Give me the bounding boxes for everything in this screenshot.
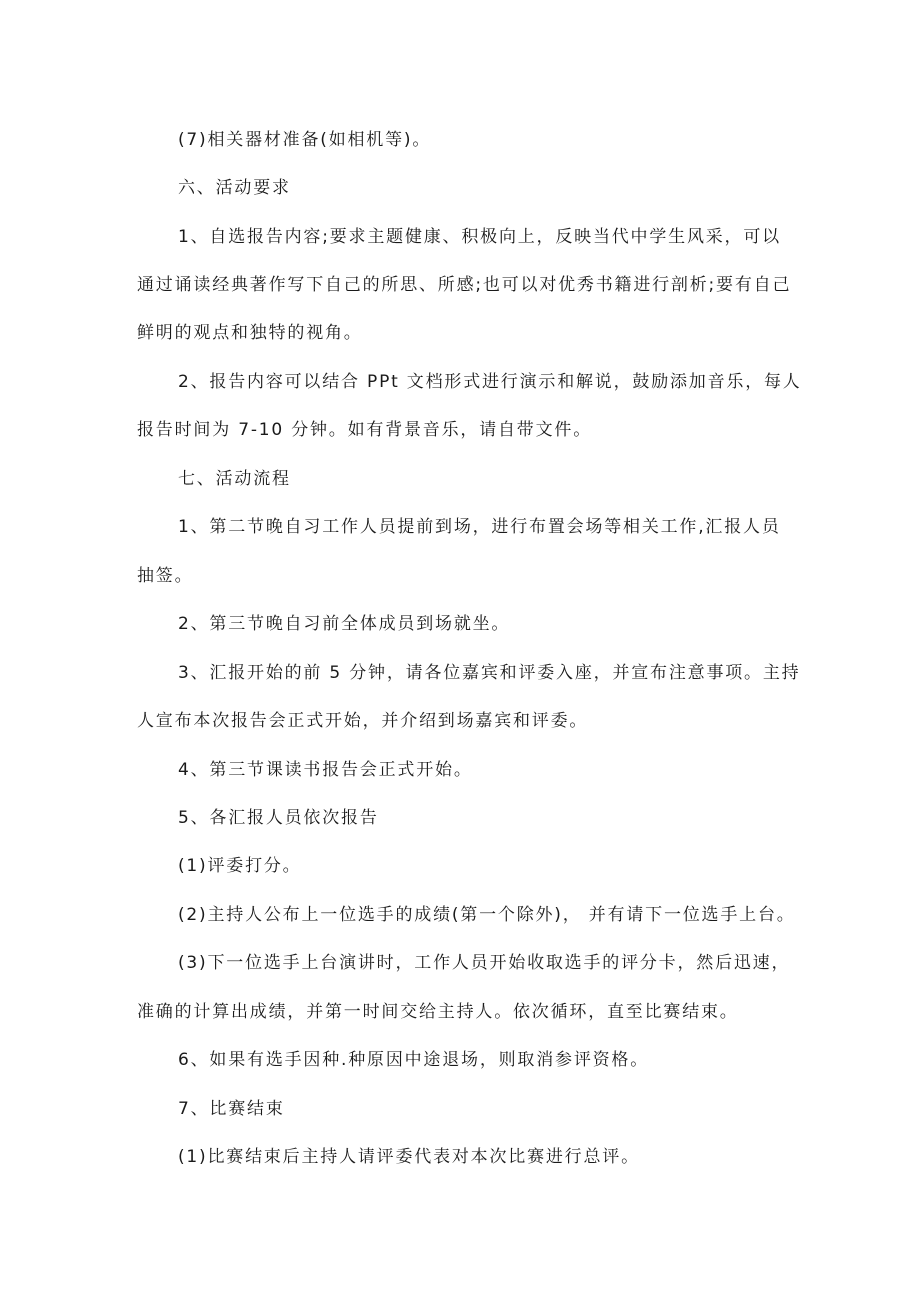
paragraph-process-6: 6、如果有选手因种.种原因中途退场，则取消参评资格。: [178, 1050, 650, 1070]
paragraph-process-4: 4、第三节课读书报告会正式开始。: [178, 760, 473, 780]
paragraph-requirement-2-line-1: 2、报告内容可以结合 PPt 文档形式进行演示和解说，鼓励添加音乐，每人: [178, 372, 802, 392]
paragraph-equipment-prep: (7)相关器材准备(如相机等)。: [178, 130, 432, 150]
paragraph-process-5-sub-1: (1)评委打分。: [178, 856, 302, 876]
paragraph-requirement-1-line-2: 通过诵读经典著作写下自己的所思、所感;也可以对优秀书籍进行剖析;要有自己: [137, 275, 792, 295]
paragraph-requirement-1-line-1: 1、自选报告内容;要求主题健康、积极向上，反映当代中学生风采，可以: [178, 227, 781, 247]
paragraph-process-5-sub-2: (2)主持人公布上一位选手的成绩(第一个除外)， 并有请下一位选手上台。: [178, 905, 796, 925]
paragraph-process-7: 7、比赛结束: [178, 1099, 285, 1119]
paragraph-process-5-sub-3-line-2: 准确的计算出成绩，并第一时间交给主持人。依次循环，直至比赛结束。: [137, 1002, 739, 1022]
section-heading-requirements: 六、活动要求: [178, 178, 291, 198]
paragraph-process-7-sub-1: (1)比赛结束后主持人请评委代表对本次比赛进行总评。: [178, 1147, 640, 1167]
paragraph-process-5-sub-3-line-1: (3)下一位选手上台演讲时，工作人员开始收取选手的评分卡，然后迅速，: [178, 953, 791, 973]
paragraph-process-1-line-1: 1、第二节晚自习工作人员提前到场，进行布置会场等相关工作,汇报人员: [178, 517, 781, 537]
section-heading-process: 七、活动流程: [178, 469, 291, 489]
paragraph-process-5: 5、各汇报人员依次报告: [178, 808, 379, 828]
paragraph-process-3-line-2: 人宣布本次报告会正式开始，并介绍到场嘉宾和评委。: [137, 711, 589, 731]
paragraph-requirement-2-line-2: 报告时间为 7-10 分钟。如有背景音乐，请自带文件。: [137, 420, 592, 440]
paragraph-process-1-line-2: 抽签。: [137, 566, 194, 586]
paragraph-process-2: 2、第三节晚自习前全体成员到场就坐。: [178, 614, 511, 634]
paragraph-process-3-line-1: 3、汇报开始的前 5 分钟，请各位嘉宾和评委入座，并宣布注意事项。主持: [178, 663, 801, 683]
paragraph-requirement-1-line-3: 鲜明的观点和独特的视角。: [137, 323, 363, 343]
